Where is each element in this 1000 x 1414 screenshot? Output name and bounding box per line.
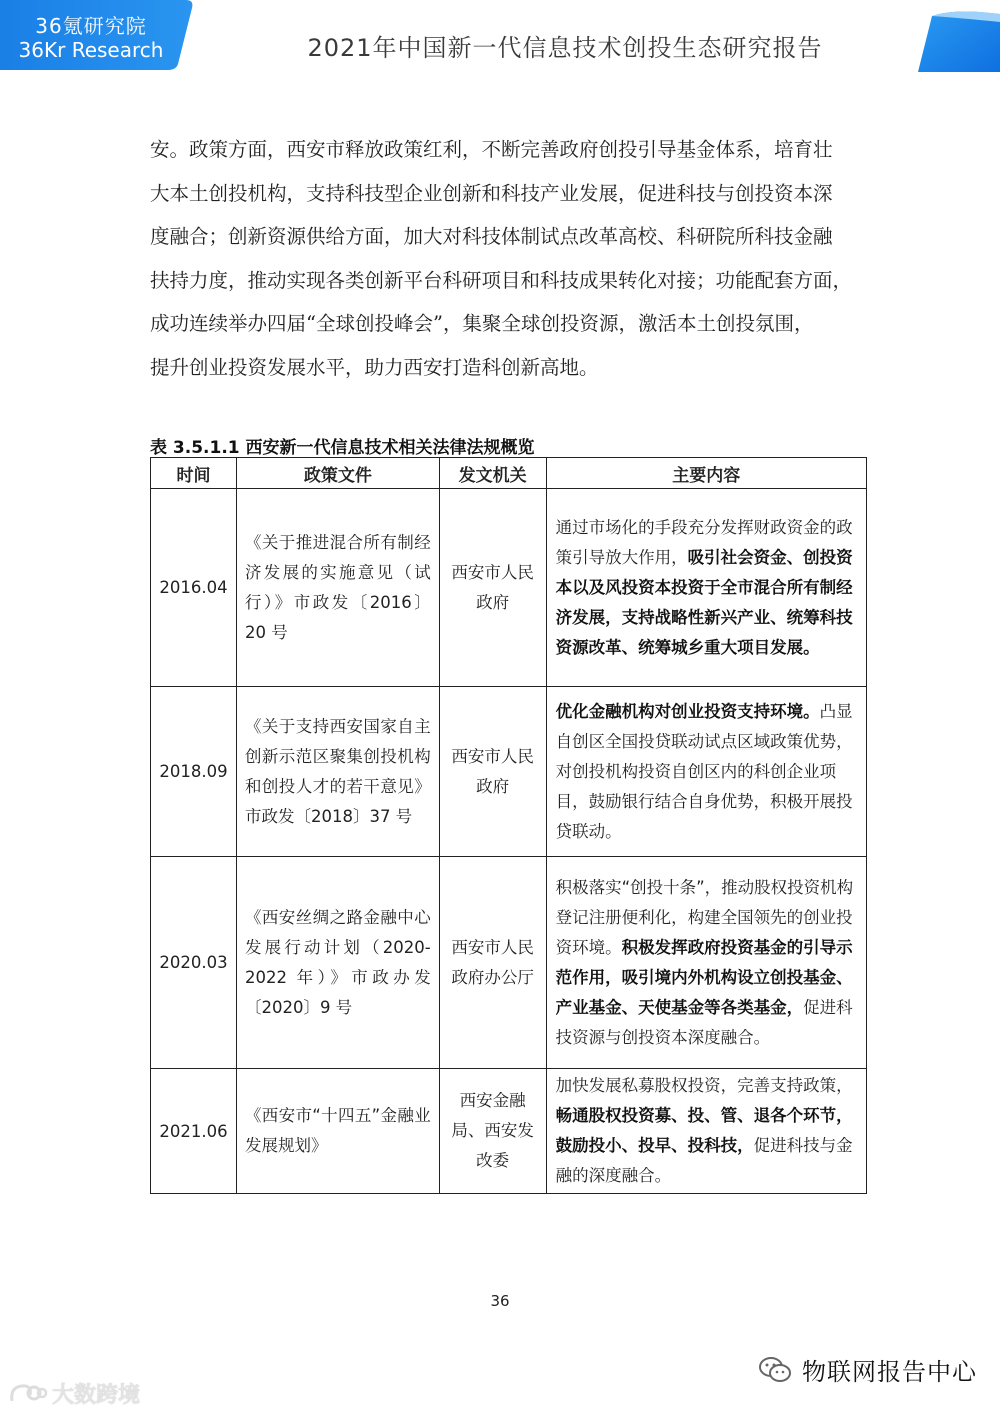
watermark-text: 大数跨境 — [52, 1383, 141, 1408]
brand-name-cn: 36氪研究院 — [35, 14, 147, 38]
header-time: 时间 — [151, 458, 237, 489]
cell-doc: 《关于支持西安国家自主创新示范区聚集创投机构和创投人才的若干意见》市政发〔2018〕37 号 — [236, 687, 439, 857]
wechat-account-name: 物联网报告中心 — [802, 1358, 977, 1386]
content-text: 凸显自创区全国投贷联动试点区域政策优势，对创投机构投资自创区内的科创企业项目，鼓励银行结合自身优势，积极开展投贷联动。 — [555, 701, 853, 841]
report-title: 2021年中国新一代信息技术创投生态研究报告 — [307, 34, 823, 62]
cell-time: 2021.06 — [151, 1069, 237, 1194]
table-row — [151, 1069, 867, 1194]
paragraph-line: 成功连续举办四届“全球创投峰会”，集聚全球创投资源，激活本土创投氛围， — [150, 312, 814, 335]
wechat-account — [758, 1352, 977, 1387]
cell-org: 西安金融局、西安发改委 — [439, 1069, 546, 1194]
paragraph-line: 扶持力度，推动实现各类创新平台科研项目和科技成果转化对接；功能配套方面， — [150, 268, 853, 292]
content-text: 加快发展私募股权投资，完善支持政策， — [555, 1076, 853, 1095]
paragraph-line: 提升创业投资发展水平，助力西安打造科创新高地。 — [150, 355, 599, 379]
table-row — [151, 857, 867, 1069]
paragraph-line: 安。政策方面，西安市释放政策红利，不断完善政府创投引导基金体系，培育壮 — [150, 138, 833, 161]
cell-time: 2018.09 — [151, 687, 237, 857]
policy-table — [150, 457, 867, 1194]
cell-content — [546, 857, 866, 1069]
content-text: 通过市场化的手段充分发挥财政资金的政策引导放大作用， — [555, 517, 853, 567]
content-bold: 吸引社会资金、创投资本以及风投资本投资于全市混合所有制经济发展，支持战略性新兴产业、统筹科技资源改革、统筹城乡重大项目发展。 — [555, 547, 853, 657]
paragraph-line: 大本土创投机构，支持科技型企业创新和科技产业发展，促进科技与创投资本深 — [150, 181, 833, 205]
header-doc: 政策文件 — [236, 458, 439, 489]
content-bold: 优化金融机构对创业投资支持环境。 — [555, 701, 820, 721]
cell-content — [546, 1069, 866, 1194]
content-bold: 积极发挥政府投资基金的引导示范作用，吸引境内外机构设立创投基金、产业基金、天使基金等各类基金， — [555, 937, 853, 1017]
content-bold: 畅通股权投资募、投、管、退各个环节，鼓励投小、投早、投科技， — [555, 1106, 853, 1155]
content-text: 促进科技与金融的深度融合。 — [555, 1136, 853, 1185]
cell-content — [546, 489, 866, 687]
table-row — [151, 687, 867, 857]
brand-badge — [0, 0, 200, 70]
brand-name-en: 36Kr Research — [18, 38, 164, 62]
cell-content — [546, 687, 866, 857]
paragraph-line: 度融合；创新资源供给方面，加大对科技体制试点改革高校、科研院所科技金融 — [150, 225, 833, 248]
header-content: 主要内容 — [546, 458, 866, 489]
cell-org: 西安市人民政府 — [439, 687, 546, 857]
cell-org: 西安市人民政府 — [439, 489, 546, 687]
table-header-row — [151, 458, 867, 489]
cell-time: 2016.04 — [151, 489, 237, 687]
watermark-logo-icon — [8, 1381, 48, 1407]
cell-time: 2020.03 — [151, 857, 237, 1069]
content-text: 促进科技资源与创投资本深度融合。 — [555, 997, 853, 1047]
corner-decoration — [910, 0, 1000, 72]
cell-doc: 《西安丝绸之路金融中心发展行动计划（2020-2022 年）》市政办发〔2020〕9 号 — [236, 857, 439, 1069]
body-paragraph — [150, 128, 855, 389]
cell-doc: 《西安市“十四五”金融业发展规划》 — [236, 1069, 439, 1194]
cell-doc: 《关于推进混合所有制经济发展的实施意见（试行）》市政发〔2016〕20 号 — [236, 489, 439, 687]
page-number: 36 — [490, 1292, 510, 1310]
watermark — [8, 1378, 140, 1409]
header-org: 发文机关 — [439, 458, 546, 489]
cell-org: 西安市人民政府办公厅 — [439, 857, 546, 1069]
table-row — [151, 489, 867, 687]
content-text: 积极落实“创投十条”，推动股权投资机构登记注册便利化，构建全国领先的创业投资环境。 — [555, 877, 854, 957]
table-caption: 表 3.5.1.1 西安新一代信息技术相关法律法规概览 — [150, 438, 535, 458]
wechat-icon — [758, 1355, 792, 1385]
